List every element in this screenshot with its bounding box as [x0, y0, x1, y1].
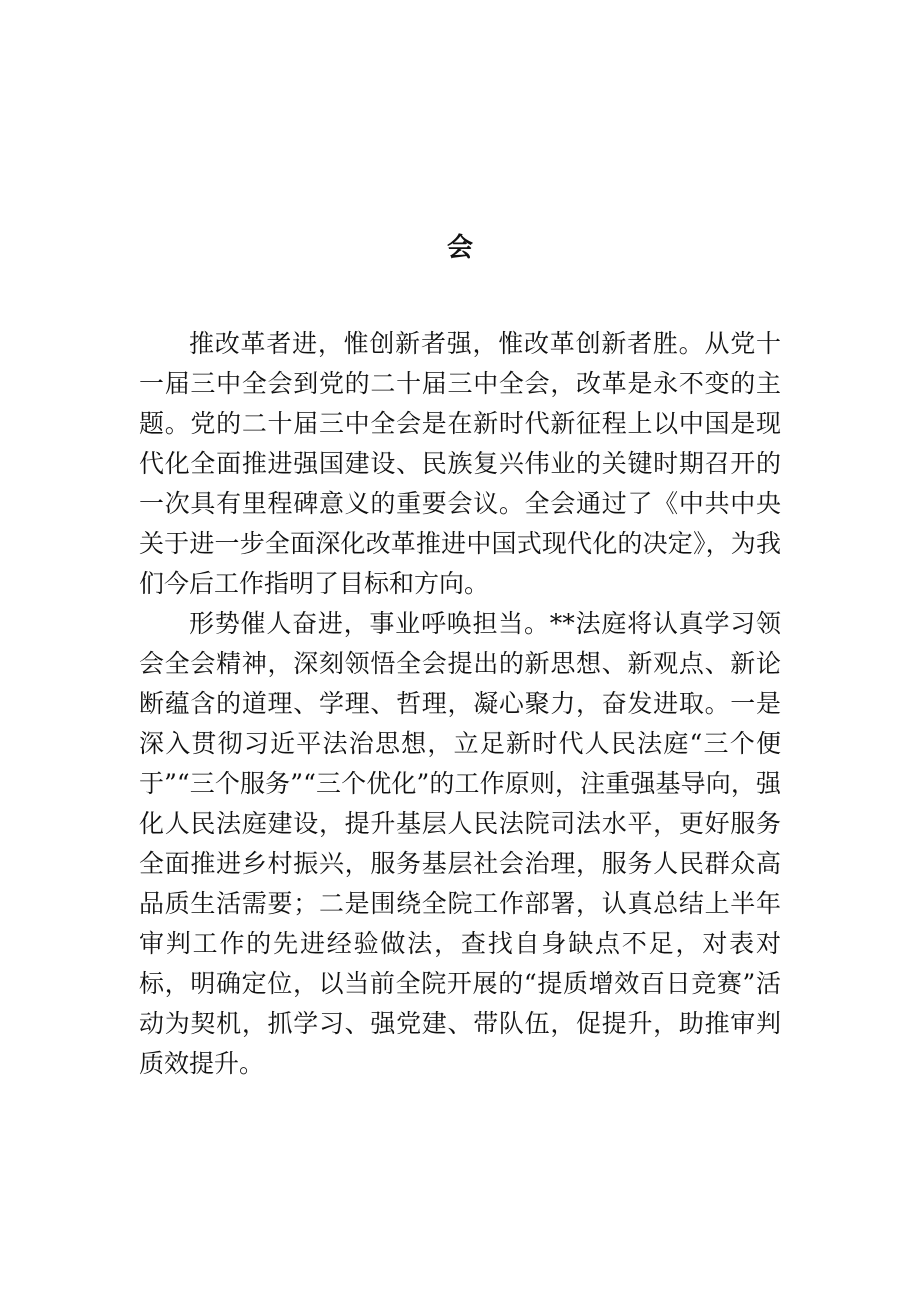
paragraph-2: 形势催人奋进，事业呼唤担当。**法庭将认真学习领会全会精神，深刻领悟全会提出的新思想、新观点、新论断蕴含的道理、学理、哲理，凝心聚力，奋发进取。一是深入贯彻习近平法治思想，立足新时代人民法庭“三个便于”“三个服务”“三个优化”的工作原则，注重强基导向，强化人民法庭建设，提升基层人民法院司法水平，更好服务全面推进乡村振兴，服务基层社会治理，服务人民群众高品质生活需要；二是围绕全院工作部署，认真总结上半年审判工作的先进经验做法，查找自身缺点不足，对表对标，明确定位，以当前全院开展的“提质增效百日竞赛”活动为契机，抓学习、强党建、带队伍，促提升，助推审判质效提升。 — [139, 609, 781, 1078]
document-body — [139, 324, 781, 1084]
document-title: 会 — [446, 233, 473, 263]
paragraph-1: 推改革者进，惟创新者强，惟改革创新者胜。从党十一届三中全会到党的二十届三中全会，改革是永不变的主题。党的二十届三中全会是在新时代新征程上以中国是现代化全面推进强国建设、民族复兴伟业的关键时期召开的一次具有里程碑意义的重要会议。全会通过了《中共中央关于进一步全面深化改革推进中国式现代化的决定》，为我们今后工作指明了目标和方向。 — [139, 329, 781, 598]
